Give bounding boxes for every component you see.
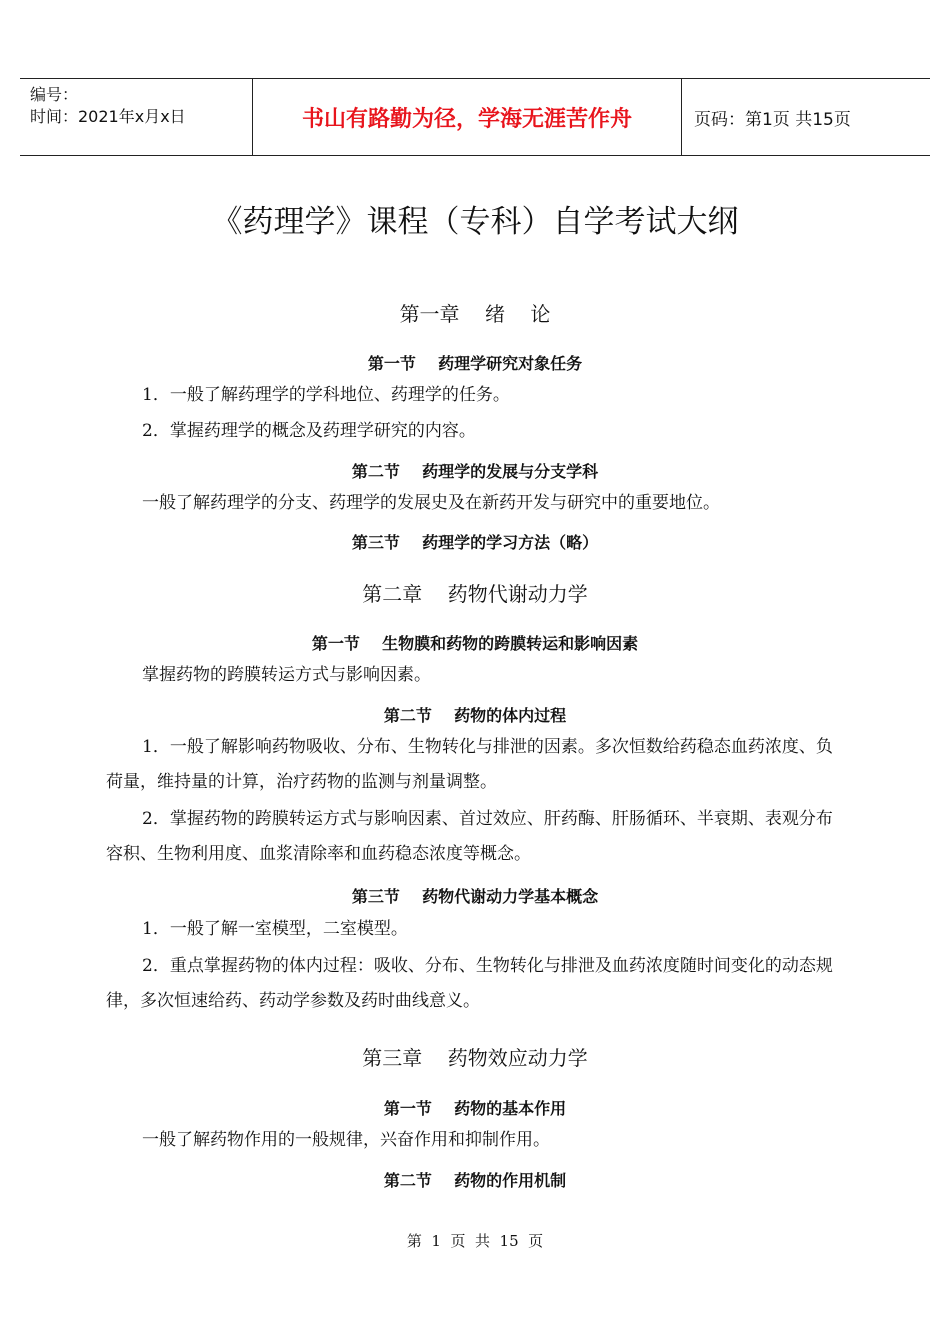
paragraph: 2．重点掌握药物的体内过程：吸收、分布、生物转化与排泄及血药浓度随时间变化的动态规律，多次恒速给药、药动学参数及药时曲线意义。: [106, 956, 833, 1011]
section-title: 第二节 药理学的发展与分支学科: [351, 462, 599, 481]
section-title: 第三节 药物代谢动力学基本概念: [351, 887, 599, 906]
paragraph: 1．一般了解影响药物吸收、分布、生物转化与排泄的因素。多次恒数给药稳态血药浓度、负荷量，维持量的计算，治疗药物的监测与剂量调整。: [106, 737, 833, 792]
paragraph: 掌握药物的跨膜转运方式与影响因素。: [142, 665, 431, 685]
section-title: 第二节 药物的作用机制: [383, 1171, 567, 1190]
chapter-title: 第三章 药物效应动力学: [362, 1046, 588, 1070]
time-label: 时间：2021年x月x日: [30, 107, 186, 126]
page-footer: 第 1 页 共 15 页: [406, 1232, 544, 1250]
header-motto: 书山有路勤为径，学海无涯苦作舟: [252, 79, 682, 155]
document-header: [20, 78, 930, 156]
chapter-title: 第二章 药物代谢动力学: [362, 582, 588, 606]
number-label: 编号：: [30, 85, 79, 104]
header-meta: [20, 79, 252, 155]
paragraph: 2．掌握药理学的概念及药理学研究的内容。: [142, 421, 476, 441]
section-title: 第一节 生物膜和药物的跨膜转运和影响因素: [311, 634, 639, 653]
section-title: 第二节 药物的体内过程: [383, 706, 567, 725]
section-title: 第三节 药理学的学习方法（略）: [351, 533, 599, 552]
paragraph: 2．掌握药物的跨膜转运方式与影响因素、首过效应、肝药酶、肝肠循环、半衰期、表观分布容积、生物利用度、血浆清除率和血药稳态浓度等概念。: [106, 809, 833, 864]
document-title: 《药理学》课程（专科）自学考试大纲: [211, 204, 739, 240]
section-title: 第一节 药物的基本作用: [383, 1099, 567, 1118]
paragraph: 一般了解药理学的分支、药理学的发展史及在新药开发与研究中的重要地位。: [142, 493, 720, 513]
paragraph: 1．一般了解一室模型，二室模型。: [142, 919, 408, 939]
chapter-title: 第一章 绪 论: [399, 302, 551, 326]
paragraph: 1．一般了解药理学的学科地位、药理学的任务。: [142, 385, 510, 405]
header-page-info: 页码：第1页 共15页: [694, 109, 851, 130]
section-title: 第一节 药理学研究对象任务: [367, 354, 583, 373]
paragraph: 一般了解药物作用的一般规律，兴奋作用和抑制作用。: [142, 1130, 550, 1150]
